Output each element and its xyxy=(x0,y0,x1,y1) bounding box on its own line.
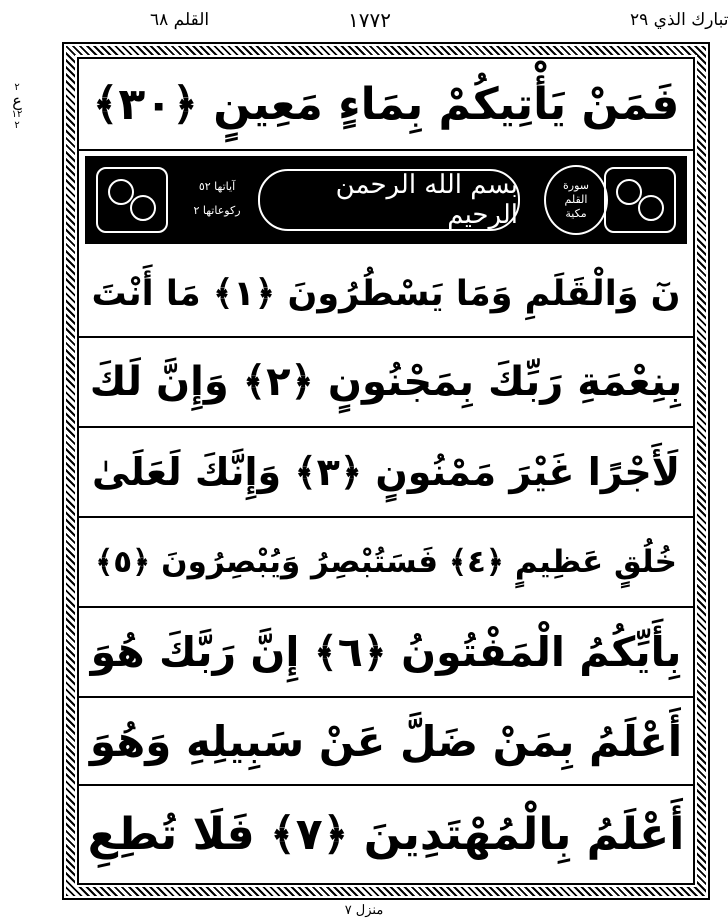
banner-ornament-left xyxy=(96,167,168,233)
ruku-margin-mark xyxy=(6,82,28,131)
surah-medallion xyxy=(544,165,608,235)
text-line-4 xyxy=(79,428,693,518)
ayat-count: آياتها ٥٢ xyxy=(198,180,236,193)
page-header xyxy=(0,0,728,44)
verse-text: نٓ وَالْقَلَمِ وَمَا يَسْطُرُونَ ﴿١﴾ مَا أَنْتَ xyxy=(91,274,681,314)
ruku-symbol: ع xyxy=(12,91,22,110)
text-line-8 xyxy=(79,786,693,883)
verse-text: أَعْلَمُ بِمَنْ ضَلَّ عَنْ سَبِيلِهِ وَهُوَ xyxy=(89,716,683,766)
text-line-5 xyxy=(79,518,693,608)
text-line-6 xyxy=(79,608,693,698)
text-line-3 xyxy=(79,338,693,428)
ruku-number-middle: ١٢ xyxy=(11,109,23,120)
verse-text: لَأَجْرًا غَيْرَ مَمْنُونٍ ﴿٣﴾ وَإِنَّكَ لَعَلَىٰ xyxy=(91,450,681,494)
surah-label-1: سورة xyxy=(563,179,589,192)
ruku-number-top: ٢ xyxy=(14,82,20,93)
surah-label-2: القلم xyxy=(564,193,588,206)
banner-ornament-right xyxy=(604,167,676,233)
bismillah-cartouche xyxy=(258,169,520,231)
juz-name-header: تبارك الذي ٢٩ xyxy=(630,10,728,30)
surah-label-3: مكية xyxy=(565,207,587,220)
verse-text: أَعْلَمُ بِالْمُهْتَدِينَ ﴿٧﴾ فَلَا تُطِعِ xyxy=(87,809,685,860)
text-line-7 xyxy=(79,698,693,786)
verse-text: بِنِعْمَةِ رَبِّكَ بِمَجْنُونٍ ﴿٢﴾ وَإِنَّ لَكَ xyxy=(89,359,683,405)
verse-text: خُلُقٍ عَظِيمٍ ﴿٤﴾ فَسَتُبْصِرُ وَيُبْصِرُونَ ﴿٥﴾ xyxy=(95,544,677,580)
manzil-footer: منزل ٧ xyxy=(344,903,384,918)
text-line-1 xyxy=(79,59,693,151)
surah-banner xyxy=(85,156,687,244)
verse-text: بِأَيِّكُمُ الْمَفْتُونُ ﴿٦﴾ إِنَّ رَبَّكَ هُوَ xyxy=(90,628,682,676)
surah-name-header: القلم ٦٨ xyxy=(150,10,210,30)
bismillah-text: بسم الله الرحمن الرحيم xyxy=(335,170,518,230)
ruku-count: ركوعاتها ٢ xyxy=(193,204,241,217)
surah-info xyxy=(184,175,250,223)
ruku-number-bottom: ٢ xyxy=(14,120,20,131)
verse-text: فَمَنْ يَأْتِيكُمْ بِمَاءٍ مَعِينٍ ﴿٣٠﴾ xyxy=(92,78,680,130)
page-number: ١٧٧٢ xyxy=(348,8,391,32)
text-line-2 xyxy=(79,252,693,338)
